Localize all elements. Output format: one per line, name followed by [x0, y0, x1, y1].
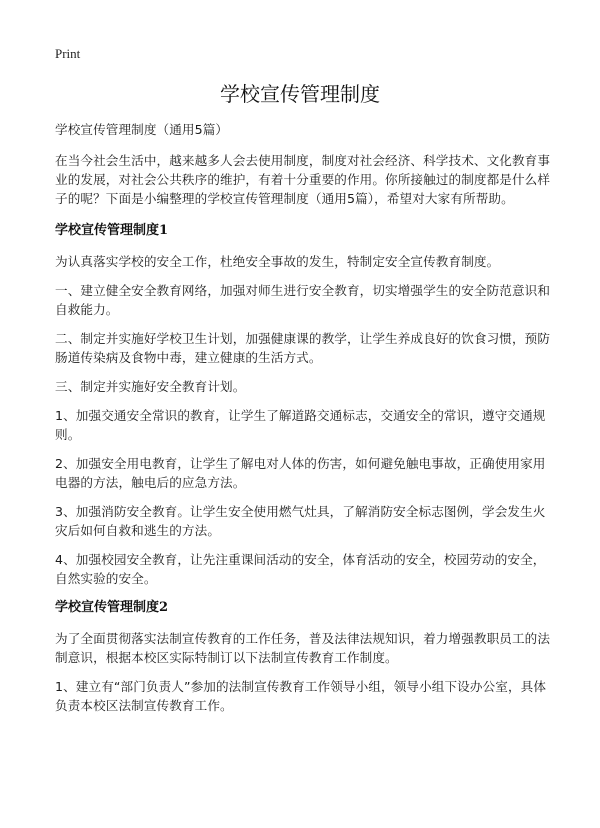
paragraph: 为认真落实学校的安全工作，杜绝安全事故的发生，特制定安全宣传教育制度。 [55, 254, 500, 269]
paragraph: 一、建立健全安全教育网络，加强对师生进行安全教育，切实增强学生的安全防范意识和自救能力。 [55, 283, 551, 317]
paragraph: 4、加强校园安全教育，让先注重课间活动的安全，体育活动的安全，校园劳动的安全，自然实验的安全。 [55, 552, 546, 586]
paragraph: 2、加强安全用电教育，让学生了解电对人体的伤害，如何避免触电事故，正确使用家用电器的方法，触电后的应急方法。 [55, 456, 546, 490]
page-title: 学校宣传管理制度 [220, 82, 380, 106]
intro-paragraph: 在当今社会生活中，越来越多人会去使用制度，制度对社会经济、科学技术、文化教育事业的发展，对社会公共秩序的维护，有着十分重要的作用。你所接触过的制度都是什么样子的呢？下面是小编整理的学校宣传管理制度（通用5篇），希望对大家有所帮助。 [55, 153, 551, 206]
paragraph: 为了全面贯彻落实法制宣传教育的工作任务，普及法律法规知识，着力增强教职员工的法制意识，根据本校区实际特制订以下法制宣传教育工作制度。 [55, 631, 551, 665]
paragraph: 二、制定并实施好学校卫生计划，加强健康课的教学，让学生养成良好的饮食习惯，预防肠道传染病及食物中毒，建立健康的生活方式。 [55, 331, 551, 365]
print-link[interactable]: Print [55, 46, 81, 61]
document-subtitle: 学校宣传管理制度（通用5篇） [55, 122, 229, 137]
paragraph: 1、建立有“部门负责人”参加的法制宣传教育工作领导小组，领导小组下设办公室，具体负责本校区法制宣传教育工作。 [55, 679, 547, 713]
document-body [55, 120, 555, 725]
section-heading: 学校宣传管理制度2 [55, 600, 169, 615]
section-heading: 学校宣传管理制度1 [55, 223, 169, 238]
paragraph: 三、制定并实施好安全教育计划。 [55, 379, 246, 394]
paragraph: 1、加强交通安全常识的教育，让学生了解道路交通标志，交通安全的常识，遵守交通规则。 [55, 408, 546, 442]
paragraph: 3、加强消防安全教育。让学生安全使用燃气灶具，了解消防安全标志图例，学会发生火灾后如何自救和逃生的方法。 [55, 504, 546, 538]
